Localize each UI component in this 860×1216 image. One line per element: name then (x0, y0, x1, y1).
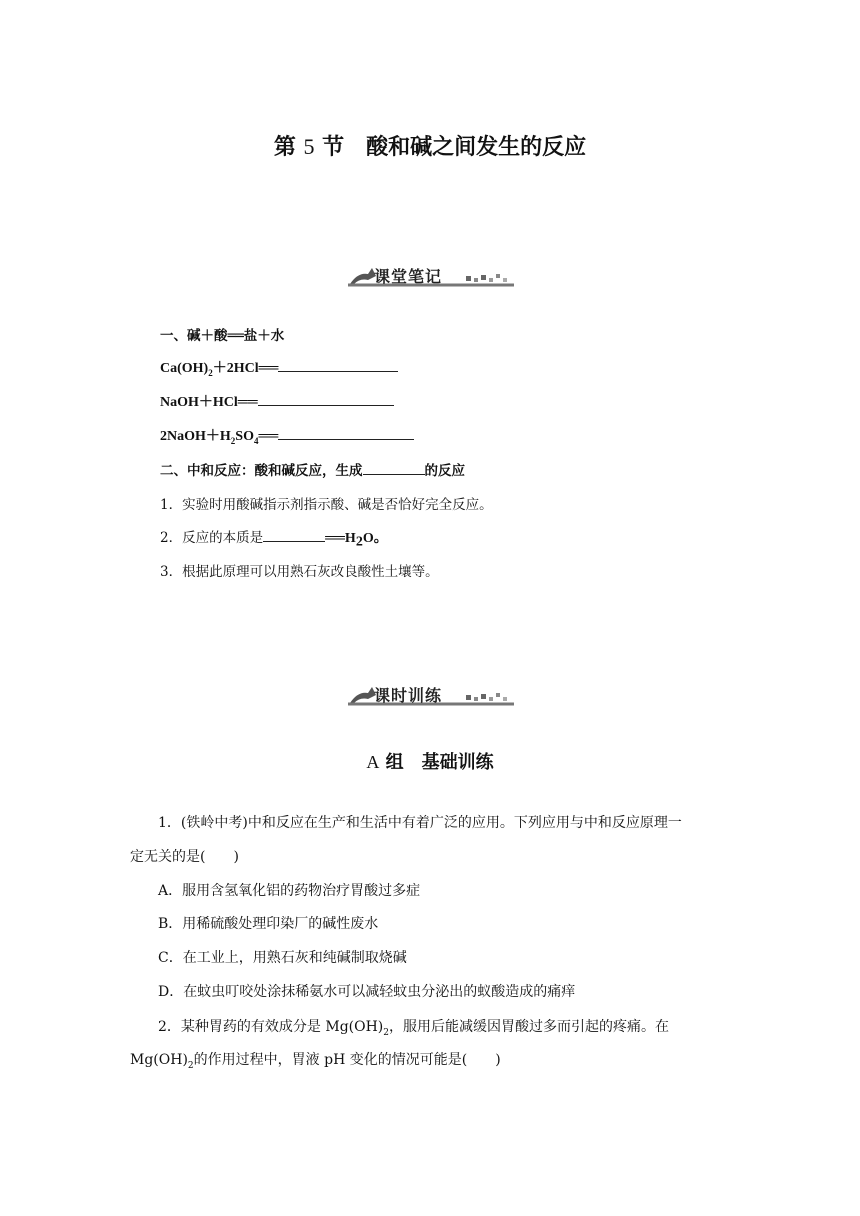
note-point-1: 1．实验时用酸碱指示剂指示酸、碱是否恰好完全反应。 (160, 497, 493, 513)
question-2-stem-cont: $Mg(OH)_2$的作用过程中，胃液 pH 变化的情况可能是( ) (130, 1052, 501, 1071)
question-1-option-b[interactable]: B．用稀硫酸处理印染厂的碱性废水 (158, 916, 379, 932)
section-banner-training: 课时训练 (348, 681, 514, 707)
notes-section-1: 一、碱＋酸══盐＋水 (160, 328, 285, 344)
question-1-stem-cont: 定无关的是( ) (130, 849, 239, 865)
answer-blank[interactable] (363, 460, 425, 475)
note-point-3: 3．根据此原理可以用熟石灰改良酸性土壤等。 (160, 564, 439, 580)
section-banner-notes: 课堂笔记 (348, 262, 514, 288)
answer-blank[interactable] (258, 391, 394, 406)
equation-1: $Ca(OH)_2+2HCl══$ (160, 357, 398, 378)
group-a-heading: A 组 基础训练 (366, 752, 494, 773)
equation-3: $2NaOH+H_2SO_4══$ (160, 425, 414, 446)
answer-blank[interactable] (278, 357, 398, 372)
question-1-option-c[interactable]: C．在工业上，用熟石灰和纯碱制取烧碱 (158, 950, 407, 966)
equation-2: NaOH＋HCl══ (160, 391, 394, 411)
question-1-stem: 1．(铁岭中考)中和反应在生产和生活中有着广泛的应用。下列应用与中和反应原理一 (158, 815, 682, 831)
answer-blank[interactable] (263, 527, 325, 542)
question-2-stem: 2．某种胃药的有效成分是 $Mg(OH)_2$，服用后能减缓因胃酸过多而引起的疼痛。在 (158, 1019, 669, 1038)
note-point-2: 2．反应的本质是 $══H_2O$。 (160, 526, 388, 551)
answer-blank[interactable] (278, 425, 414, 440)
notes-section-2: 二、中和反应：酸和碱反应，生成 的反应 (160, 459, 465, 479)
question-1-option-a[interactable]: A．服用含氢氧化铝的药物治疗胃酸过多症 (158, 883, 421, 899)
page-title: 第 5 节 酸和碱之间发生的反应 (273, 134, 587, 160)
question-1-option-d[interactable]: D．在蚊虫叮咬处涂抹稀氨水可以减轻蚊虫分泌出的蚁酸造成的痛痒 (158, 984, 576, 1000)
